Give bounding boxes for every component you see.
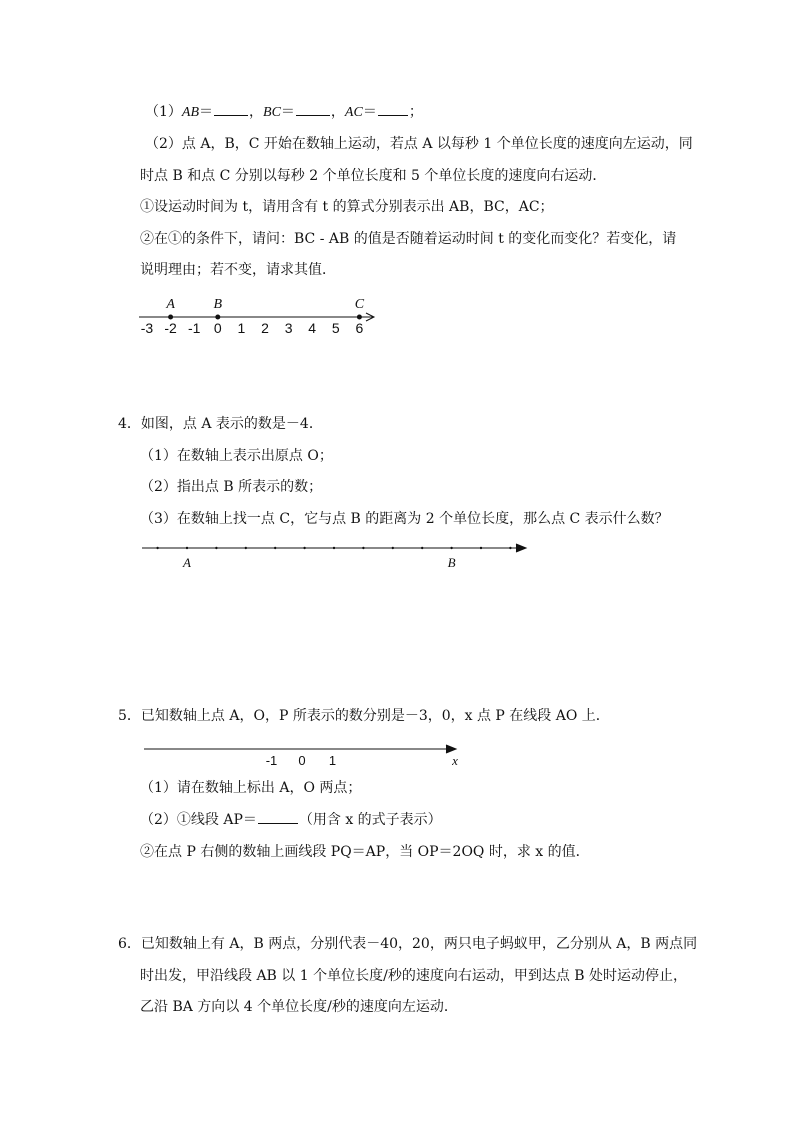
axis-tick [509, 547, 511, 549]
tick-label: 0 [213, 320, 222, 336]
tick-label: -1 [265, 753, 278, 768]
number-line-q4 [140, 536, 540, 576]
q5-stem: 5．已知数轴上点 A，O，P 所表示的数分别是－3，0，x 点 P 在线段 AO 上． [118, 708, 610, 724]
axis-tick [362, 547, 364, 549]
tick-label: 1 [237, 320, 246, 336]
axis-tick [450, 547, 452, 549]
answer-blank-bc[interactable] [296, 103, 330, 116]
q4-stem: 4．如图，点 A 表示的数是－4． [118, 416, 323, 432]
q6-line2: 时出发，甲沿线段 AB 以 1 个单位长度/秒的速度向右运动，甲到达点 B 处时运动停止， [140, 968, 688, 984]
axis-label: x [452, 753, 458, 768]
axis-tick [392, 547, 394, 549]
answer-blank-ac[interactable] [378, 103, 408, 116]
tick-label: 5 [331, 320, 340, 336]
axis-arrow [516, 544, 526, 552]
q3-sub2-line1: ②在①的条件下，请问：BC - AB 的值是否随着运动时间 t 的变化而变化？若变化，请 [140, 231, 677, 247]
q5-sub2: ②在点 P 右侧的数轴上画线段 PQ＝AP，当 OP＝2OQ 时，求 x 的值． [140, 844, 590, 860]
axis-tick [480, 547, 482, 549]
point-label: B [213, 297, 223, 312]
tick-label: 1 [328, 753, 337, 768]
axis-tick [333, 547, 335, 549]
q5-part1: （1）请在数轴上标出 A，O 两点； [140, 780, 362, 796]
axis-tick [245, 547, 247, 549]
q4-part3: （3）在数轴上找一点 C，它与点 B 的距离为 2 个单位长度，那么点 C 表示什么数？ [140, 511, 669, 527]
q3-sub1: ①设运动时间为 t，请用含有 t 的算式分别表示出 AB，BC，AC； [140, 199, 554, 215]
tick-label: -1 [187, 320, 201, 336]
q3-part1: （1）AB＝ ，BC＝ ，AC＝ ； [145, 104, 423, 120]
tick-label: 6 [355, 320, 364, 336]
axis-tick [186, 547, 188, 549]
q6-line3: 乙沿 BA 方向以 4 个单位长度/秒的速度向左运动． [140, 999, 458, 1015]
q3-sub2-line2: 说明理由；若不变，请求其值． [140, 262, 336, 278]
tick-label: -3 [140, 320, 154, 336]
tick-label: 3 [284, 320, 293, 336]
number-line-q5 [142, 736, 472, 776]
point-label: A [166, 297, 175, 312]
tick-label: 0 [298, 753, 306, 768]
q6-line1: 6．已知数轴上有 A，B 两点，分别代表－40，20，两只电子蚂蚁甲，乙分别从 A，B 两点同 [118, 936, 698, 952]
tick-label: 4 [308, 320, 317, 336]
point-b [215, 315, 220, 320]
axis-tick [274, 547, 276, 549]
tick-label: -2 [164, 320, 177, 336]
point-label: C [354, 297, 365, 312]
point-a [168, 315, 173, 320]
q4-part2: （2）指出点 B 所表示的数； [140, 479, 323, 495]
answer-blank-ab[interactable] [214, 103, 248, 116]
tick-label: 2 [261, 320, 269, 336]
q5-part2: （2）①线段 AP＝ （用含 x 的式子表示） [140, 812, 442, 828]
axis-tick [156, 547, 158, 549]
number-line-q3 [135, 290, 395, 340]
answer-blank-ap[interactable] [258, 811, 298, 824]
axis-tick [421, 547, 423, 549]
point-c [357, 315, 362, 320]
axis-tick [215, 547, 217, 549]
point-label: B [447, 555, 456, 570]
q4-part1: （1）在数轴上表示出原点 O； [140, 448, 333, 464]
point-label: A [183, 555, 191, 570]
q3-part2-line2: 时点 B 和点 C 分别以每秒 2 个单位长度和 5 个单位长度的速度向右运动． [140, 168, 607, 184]
q3-part2-line1: （2）点 A，B，C 开始在数轴上运动，若点 A 以每秒 1 个单位长度的速度向左运动，同 [145, 136, 693, 152]
axis-tick [303, 547, 305, 549]
